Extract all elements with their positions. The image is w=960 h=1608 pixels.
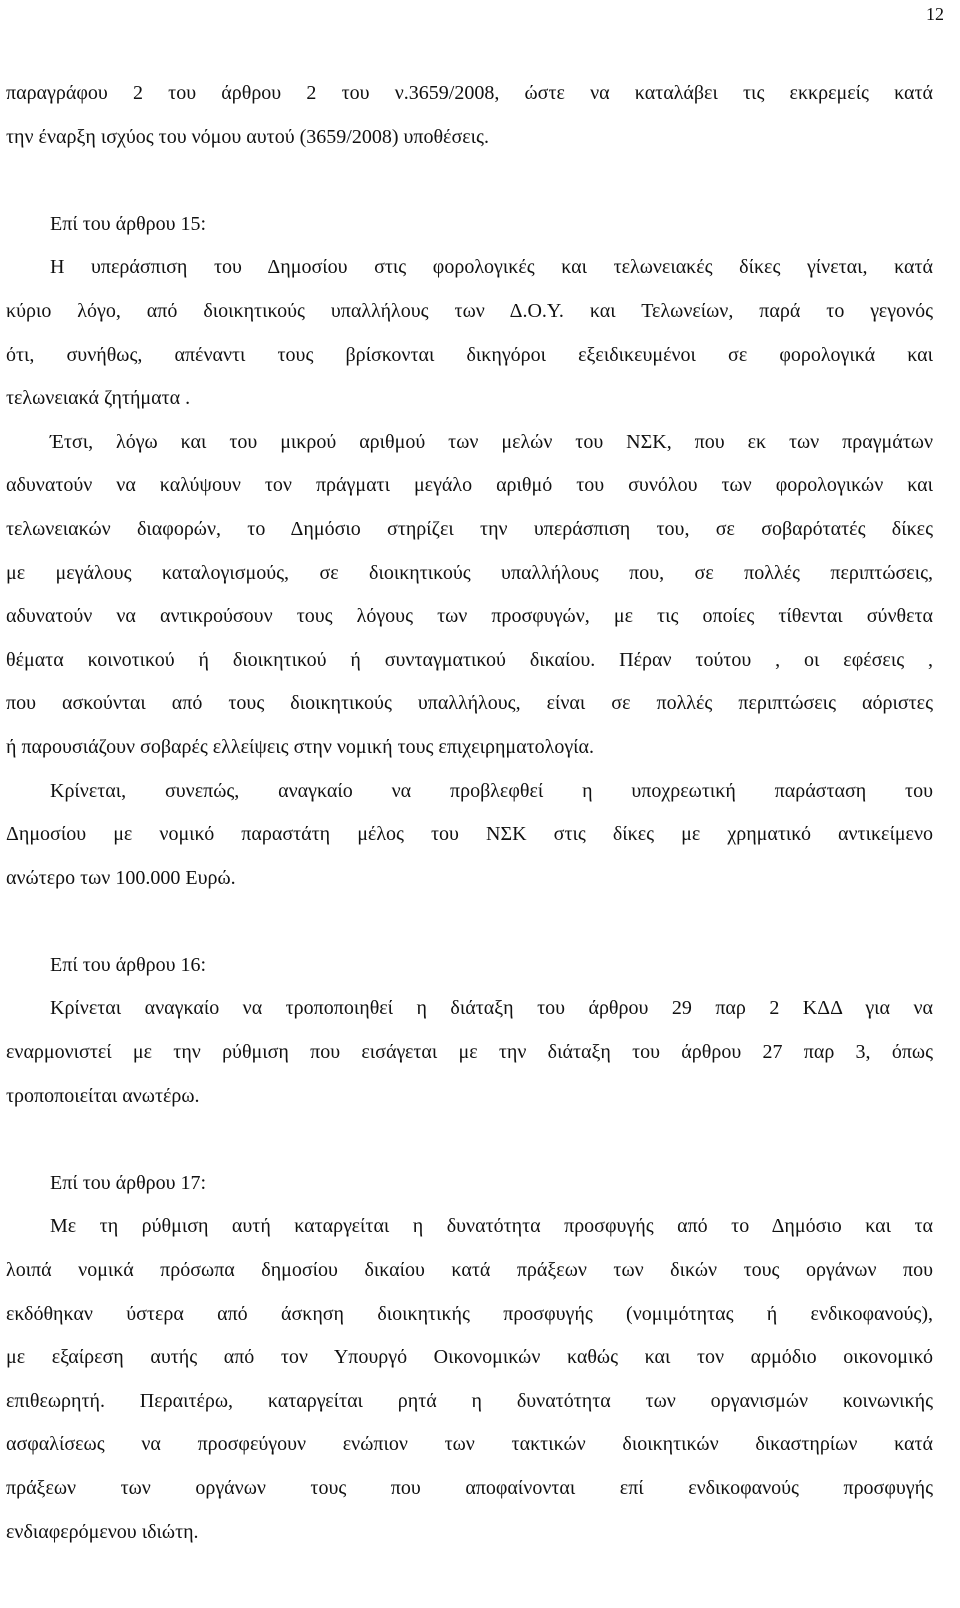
article-15-paragraph-1 xyxy=(6,246,933,420)
article-16-section xyxy=(6,944,933,1118)
text-line: Έτσι, λόγω και του μικρού αριθμού των μελών του ΝΣΚ, που εκ των πραγμάτων xyxy=(50,430,933,453)
article-17-section xyxy=(6,1162,933,1554)
article-16-paragraph-1 xyxy=(6,987,933,1118)
text-line: ή παρουσιάζουν σοβαρές ελλείψεις στην νομική τους επιχειρηματολογία. xyxy=(6,735,595,758)
text-line: Η υπεράσπιση του Δημοσίου στις φορολογικές και τελωνειακές δίκες γίνεται, κατά xyxy=(50,256,933,279)
document-body xyxy=(6,72,933,1554)
text-line: ασφαλίσεως να προσφεύγουν ενώπιον των τακτικών διοικητικών δικαστηρίων κατά xyxy=(6,1433,933,1456)
text-line: πράξεων των οργάνων τους που αποφαίνονται επί ενδικοφανούς προσφυγής xyxy=(6,1477,933,1499)
article-15-heading: Επί του άρθρου 15: xyxy=(50,212,207,235)
article-17-heading: Επί του άρθρου 17: xyxy=(50,1171,207,1194)
article-15-section xyxy=(6,203,933,901)
article-15-paragraph-3 xyxy=(6,770,933,901)
spacer xyxy=(6,159,933,203)
text-line: αδυνατούν να αντικρούσουν τους λόγους των προσφυγών, με τις οποίες τίθενται σύνθετα xyxy=(6,605,933,628)
text-line: Δημοσίου με νομικό παραστάτη μέλος του ΝΣΚ στις δίκες με χρηματικό αντικείμενο xyxy=(6,823,933,846)
text-line: ότι, συνήθως, απέναντι τους βρίσκονται δικηγόροι εξειδικευμένοι σε φορολογικά και xyxy=(6,343,933,366)
text-line: Κρίνεται αναγκαίο να τροποποιηθεί η διάταξη του άρθρου 29 παρ 2 ΚΔΔ για να xyxy=(50,997,933,1020)
page-number: 12 xyxy=(926,4,944,24)
spacer xyxy=(6,1118,933,1162)
text-line: λοιπά νομικά πρόσωπα δημοσίου δικαίου κατά πράξεων των δικών τους οργάνων που xyxy=(6,1259,933,1282)
text-line: επιθεωρητή. Περαιτέρω, καταργείται ρητά η δυνατότητα των οργανισμών κοινωνικής xyxy=(6,1389,933,1412)
text-line: ενδιαφερόμενου ιδιώτη. xyxy=(6,1520,199,1543)
text-line: εναρμονιστεί με την ρύθμιση που εισάγεται με την διάταξη του άρθρου 27 παρ 3, όπως xyxy=(6,1041,933,1064)
text-line: κύριο λόγο, από διοικητικούς υπαλλήλους των Δ.Ο.Υ. και Τελωνείων, παρά το γεγονός xyxy=(6,299,933,322)
text-line: θέματα κοινοτικού ή διοικητικού ή συνταγματικού δικαίου. Πέραν τούτου , οι εφέσεις , xyxy=(6,648,933,671)
article-16-heading: Επί του άρθρου 16: xyxy=(50,953,207,976)
text-line: που ασκούνται από τους διοικητικούς υπαλλήλους, είναι σε πολλές περιπτώσεις αόριστες xyxy=(6,692,933,715)
spacer xyxy=(6,900,933,944)
text-line: Κρίνεται, συνεπώς, αναγκαίο να προβλεφθεί η υποχρεωτική παράσταση του xyxy=(50,779,933,802)
text-line: τροποποιείται ανωτέρω. xyxy=(6,1084,200,1107)
text-line: Με τη ρύθμιση αυτή καταργείται η δυνατότητα προσφυγής από το Δημόσιο και τα xyxy=(50,1215,933,1238)
article-17-paragraph-1 xyxy=(6,1205,933,1554)
text-line: τελωνειακά ζητήματα . xyxy=(6,387,191,410)
text-line: παραγράφου 2 του άρθρου 2 του ν.3659/2008, ώστε να καταλάβει τις εκκρεμείς κατά xyxy=(6,82,933,104)
text-line: ανώτερο των 100.000 Ευρώ. xyxy=(6,866,236,889)
text-line: τελωνειακών διαφορών, το Δημόσιο στηρίζει την υπεράσπιση του, σε σοβαρότατές δίκες xyxy=(6,517,933,540)
intro-paragraph xyxy=(6,72,933,159)
text-line: με εξαίρεση αυτής από τον Υπουργό Οικονομικών καθώς και τον αρμόδιο οικονομικό xyxy=(6,1346,933,1369)
article-15-paragraph-2 xyxy=(6,421,933,770)
text-line: με μεγάλους καταλογισμούς, σε διοικητικούς υπαλλήλους που, σε πολλές περιπτώσεις, xyxy=(6,561,933,584)
text-line: αδυνατούν να καλύψουν τον πράγματι μεγάλο αριθμό του συνόλου των φορολογικών και xyxy=(6,474,933,497)
text-line: εκδόθηκαν ύστερα από άσκηση διοικητικής προσφυγής (νομιμότητας ή ενδικοφανούς), xyxy=(6,1302,933,1325)
text-line: την έναρξη ισχύος του νόμου αυτού (3659/2008) υποθέσεις. xyxy=(6,125,489,148)
